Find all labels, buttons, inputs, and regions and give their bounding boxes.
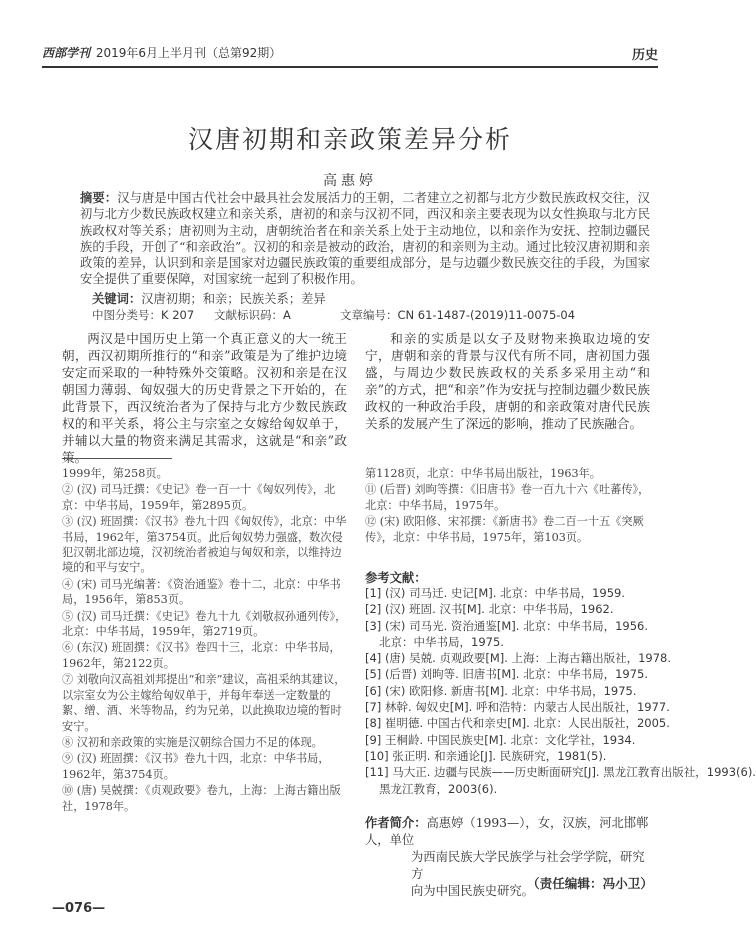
reference-item: [10] 张正明. 和亲通论[J]. 民族研究，1981(5). — [365, 748, 607, 763]
header-rule — [42, 66, 658, 68]
responsible-editor: （责任编辑：冯小卫） — [527, 876, 653, 891]
reference-item: [8] 崔明德. 中国古代和亲史[M]. 北京：人民出版社，2005. — [365, 716, 670, 731]
footnote: ③ (汉) 班固撰：《汉书》卷九十四《匈奴传》，北京：中华书局，1962年，第3754页。此后匈奴势力强盛，数次侵犯汉朝北部边境，汉初统治者被迫与匈奴和亲，以维持边境的和平与安宁。 — [62, 515, 347, 575]
references-title: 参考文献： — [365, 570, 427, 585]
reference-item: [3] (宋) 司马光. 资治通鉴[M]. 北京：中华书局，1956. — [365, 618, 649, 633]
footnote: ⑧ 汉初和亲政策的实施是汉朝综合国力不足的体现。 — [62, 735, 323, 749]
section-name: 历史 — [631, 48, 658, 63]
reference-item: 黑龙江教育，2003(6). — [379, 781, 498, 796]
reference-item: [11] 马大正. 边疆与民族——历史断面研究[J]. 黑龙江教育出版社，1993(6). — [365, 765, 756, 780]
footnote: ⑫ (宋) 欧阳修、宋祁撰：《新唐书》卷二百一十五《突厥传》，北京：中华书局，1975年，第103页。 — [365, 515, 644, 544]
journal-name: 西部学刊 — [42, 46, 91, 60]
references-list — [365, 585, 756, 797]
keywords-text: 汉唐初期；和亲；民族关系；差异 — [141, 292, 326, 306]
page-header — [42, 44, 658, 66]
document-code: 文献标识码：A — [214, 308, 291, 322]
keywords — [92, 289, 650, 307]
reference-item: [6] (宋) 欧阳修. 新唐书[M]. 北京：中华书局，1975. — [365, 683, 637, 698]
reference-item: [1] (汉) 司马迁. 史记[M]. 北京：中华书局，1959. — [365, 586, 626, 600]
keywords-label: 关键词： — [92, 291, 142, 306]
reference-item: [4] (唐) 吴兢. 贞观政要[M]. 上海：上海古籍出版社，1978. — [365, 651, 672, 666]
footnote: 第1128页，北京：中华书局出版社，1963年。 — [365, 467, 601, 480]
article-title: 汉唐初期和亲政策差异分析 — [187, 125, 512, 154]
issue-info: 2019年6月上半月刊（总第92期） — [95, 46, 282, 60]
article-number: 文章编号：CN 61-1487-(2019)11-0075-04 — [340, 308, 576, 322]
body-paragraph: 和亲的实质是以女子及财物来换取边境的安宁，唐朝和亲的背景与汉代有所不同，唐初国力强盛，与周边少数民族政权的关系多采用主动“和亲”的方式，把“和亲”作为安抚与控制边疆少数民族政权的一种政治手段，唐朝的和亲政策对唐代民族关系的发展产生了深远的影响，推动了民族融合。 — [365, 331, 650, 431]
footnote: ② (汉) 司马迁撰：《史记》卷一百一十《匈奴列传》，北京：中华书局，1959年，第2895页。 — [62, 483, 336, 512]
bio-line-3: 向为中国民族史研究。 — [411, 884, 534, 898]
abstract-text: 汉与唐是中国古代社会中最具社会发展活力的王朝，二者建立之初都与北方少数民族政权交往，汉初与北方少数民族政权建立和亲关系，唐初的和亲与汉初不同，西汉和亲主要表现为以女性换取与北方民族政权对等关系；唐初则为主动，唐朝统治者在和亲关系上处于主动地位，以和亲作为安抚、控制边疆民族的手段，开创了“和亲政治”。汉初的和亲是被动的政治，唐初的和亲则为主动。通过比较汉唐初期和亲政策的差异，认识到和亲是国家对边疆民族政策的重要组成部分，是与边疆少数民族交往的手段，为国家安全提供了重要保障，对国家统一起到了积极作用。 — [80, 191, 650, 287]
footnote: ⑩ (唐) 吴兢撰：《贞观政要》卷九，上海：上海古籍出版社，1978年。 — [62, 784, 341, 813]
header-journal-info — [42, 44, 281, 61]
article-author: 高惠婷 — [323, 173, 377, 189]
abstract-label: 摘要： — [80, 190, 118, 205]
footnote: ⑥ (东汉) 班固撰：《汉书》卷四十三，北京：中华书局，1962年，第2122页。 — [62, 641, 341, 670]
body-paragraph: 两汉是中国历史上第一个真正意义的大一统王朝，西汉初期所推行的“和亲”政策是为了维护边境安定而采取的一种特殊外交策略。汉初和亲是在汉朝国力薄弱、匈奴强大的历史背景之下开始的，在此背景下，西汉统治者为了保持与北方少数民族政权的和平关系，将公主与宗室之女嫁给匈奴单于，并辅以大量的物资来满足其需求，这就是“和亲”政策。 — [62, 331, 347, 465]
footnote: ④ (宋) 司马光编著：《资治通鉴》卷十二，北京：中华书局，1956年，第853页。 — [62, 577, 341, 607]
body-column-left — [62, 330, 347, 466]
footnotes-right — [365, 466, 653, 546]
abstract — [80, 190, 650, 288]
page-number: —076— — [52, 901, 106, 916]
footnote: ⑦ 刘敬向汉高祖刘邦提出“和亲”建议，高祖采纳其建议，以宗室女为公主嫁给匈奴单于，并每年奉送一定数量的絮、缯、酒、米等物品，约为兄弟，以此换取边境的暂时安宁。 — [62, 673, 346, 733]
reference-item: [5] (后晋) 刘昫等. 旧唐书[M]. 北京：中华书局，1975. — [365, 667, 649, 682]
footnote: ⑨ (汉) 班固撰：《汉书》卷九十四，北京：中华书局，1962年，第3754页。 — [62, 752, 330, 781]
footnotes-left — [62, 466, 352, 815]
reference-item: [7] 林幹. 匈奴史[M]. 呼和浩特：内蒙古人民出版社，1977. — [365, 700, 670, 715]
footnote: ⑤ (汉) 司马迁撰：《史记》卷九十九《刘敬叔孙通列传》，北京：中华书局，1959年，第2719页。 — [62, 609, 347, 639]
body-column-right — [365, 330, 650, 432]
footnote: 1999年，第258页。 — [62, 467, 168, 480]
footnote: ⑪ (后晋) 刘昫等撰：《旧唐书》卷一百九十六《吐蕃传》，北京：中华书局，1975年。 — [365, 483, 650, 512]
bio-line-1: 高惠婷（1993—），女，汉族，河北邯郸人，单位 — [365, 816, 649, 847]
clc-number: 中图分类号：K 207 — [92, 308, 195, 322]
reference-item: 北京：中华书局，1975. — [379, 634, 504, 649]
bio-line-2: 为西南民族大学民族学与社会学学院，研究方 — [411, 850, 645, 881]
reference-item: [9] 王桐龄. 中国民族史[M]. 北京：文化学社，1934. — [365, 732, 636, 747]
bio-label: 作者简介： — [365, 815, 427, 830]
reference-item: [2] (汉) 班固. 汉书[M]. 北京：中华书局，1962. — [365, 602, 614, 617]
footnote-rule — [62, 458, 172, 459]
